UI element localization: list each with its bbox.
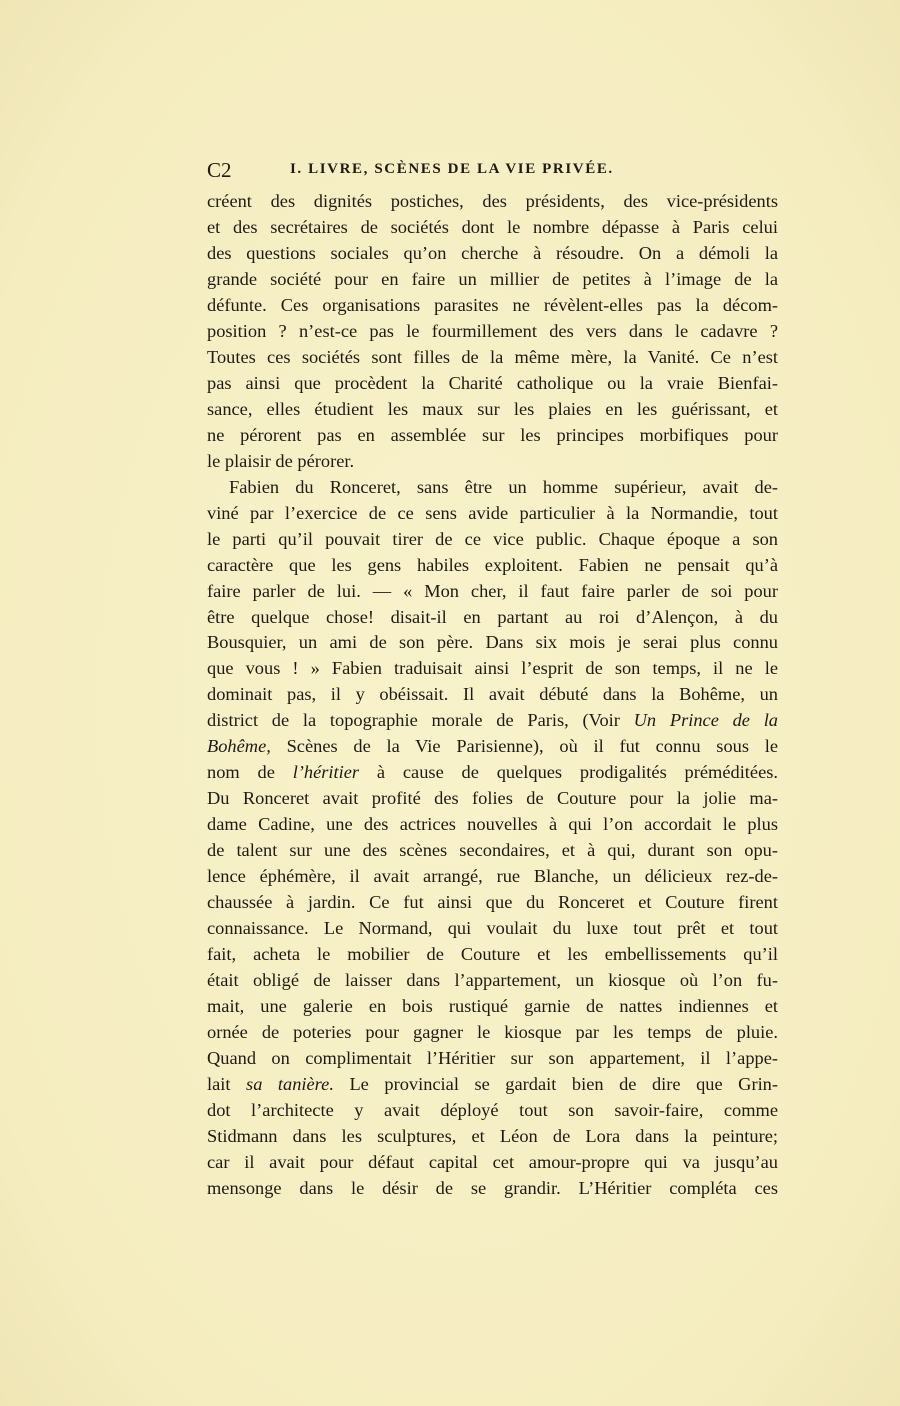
text-line: [207, 1150, 778, 1176]
text-segment: Quand on complimentait l’Héritier sur son appartement, il l’appe-: [207, 1047, 778, 1068]
text-segment: être quelque chose! disait-il en partant au roi d’Alençon, à du: [207, 606, 778, 627]
text-line: [207, 293, 778, 319]
text-line: [207, 579, 778, 605]
text-line: [207, 501, 778, 527]
text-segment: pas ainsi que procèdent la Charité catholique ou la vraie Bienfai-: [207, 372, 778, 393]
text-line: [207, 371, 778, 397]
text-segment: Du Ronceret avait profité des folies de Couture pour la jolie ma-: [207, 788, 778, 809]
text-line: [207, 760, 778, 786]
text-segment: dominait pas, il y obéissait. Il avait débuté dans la Bohême, un: [207, 684, 778, 705]
text-line: [207, 864, 778, 890]
text-segment: Fabien du Ronceret, sans être un homme supérieur, avait de-: [229, 476, 778, 497]
italic-text: l’héritier: [292, 762, 360, 783]
text-segment: mait, une galerie en bois rustiqué garnie de nattes indiennes et: [207, 996, 778, 1017]
text-line: [207, 267, 778, 293]
text-line: [207, 475, 778, 501]
text-segment: des questions sociales qu’on cherche à résoudre. On a démoli la: [207, 242, 778, 263]
text-line: [207, 1098, 778, 1124]
text-line: [207, 786, 778, 812]
page-number: C2: [207, 158, 232, 182]
text-segment: dame Cadine, une des actrices nouvelles à qui l’on accordait le plus: [207, 814, 778, 835]
text-line: [207, 215, 778, 241]
text-line: [207, 1176, 778, 1202]
text-segment: le parti qu’il pouvait tirer de ce vice public. Chaque époque a son: [207, 528, 778, 549]
text-segment: que vous ! » Fabien traduisait ainsi l’esprit de son temps, il ne le: [207, 658, 778, 679]
text-segment: et des secrétaires de sociétés dont le nombre dépasse à Paris celui: [207, 216, 778, 237]
text-segment: dot l’architecte y avait déployé tout son savoir-faire, comme: [207, 1099, 778, 1120]
text-segment: Toutes ces sociétés sont filles de la même mère, la Vanité. Ce n’est: [207, 346, 778, 367]
text-line: [207, 994, 778, 1020]
text-segment: lait: [207, 1073, 247, 1094]
text-line: [207, 656, 778, 682]
page-header: [207, 158, 778, 184]
text-line: [207, 838, 778, 864]
text-line: [207, 942, 778, 968]
text-segment: chaussée à jardin. Ce fut ainsi que du Ronceret et Couture firent: [207, 892, 778, 913]
text-segment: ornée de poteries pour gagner le kiosque par les temps de pluie.: [207, 1022, 778, 1042]
text-segment: viné par l’exercice de ce sens avide particulier à la Normandie, tout: [207, 502, 778, 523]
italic-text: Un Prince de la: [633, 710, 779, 731]
text-line: [207, 630, 778, 656]
text-segment: ne pérorent pas en assemblée sur les principes morbifiques pour: [207, 424, 778, 445]
text-line: [207, 241, 778, 267]
text-line: [207, 553, 778, 579]
text-segment: car il avait pour défaut capital cet amour-propre qui va jusqu’au: [207, 1151, 778, 1172]
text-line: [207, 189, 778, 215]
text-segment: grande société pour en faire un millier de petites à l’image de la: [207, 268, 778, 289]
text-line: [207, 708, 778, 734]
text-line: [207, 397, 778, 423]
text-line: [207, 890, 778, 916]
text-segment: à cause de quelques prodigalités préméditées.: [359, 762, 778, 783]
text-line: [207, 682, 778, 708]
text-line: [207, 319, 778, 345]
text-segment: faire parler de lui. — « Mon cher, il faut faire parler de soi pour: [207, 580, 778, 601]
text-segment: mensonge dans le désir de se grandir. L’Héritier compléta ces: [207, 1177, 778, 1198]
body-text: [207, 189, 778, 1202]
text-segment: nom de: [207, 762, 293, 783]
text-segment: était obligé de laisser dans l’appartement, un kiosque où l’on fu-: [207, 970, 778, 991]
text-segment: Stidmann dans les sculptures, et Léon de Lora dans la peinture;: [207, 1125, 778, 1146]
text-line: [207, 345, 778, 371]
text-segment: défunte. Ces organisations parasites ne révèlent-elles pas la décom-: [207, 294, 778, 315]
text-line: [207, 449, 778, 475]
text-line: [207, 1020, 778, 1046]
text-line: [207, 812, 778, 838]
text-line: [207, 1072, 778, 1098]
running-title: I. LIVRE, SCÈNES DE LA VIE PRIVÉE.: [290, 161, 614, 177]
text-segment: créent des dignités postiches, des présidents, des vice-présidents: [207, 191, 778, 211]
text-segment: de talent sur une des scènes secondaires, et à qui, durant son opu-: [207, 840, 778, 861]
text-segment: Bousquier, un ami de son père. Dans six mois je serai plus connu: [207, 632, 778, 653]
text-segment: caractère que les gens habiles exploitent. Fabien ne pensait qu’à: [207, 554, 778, 575]
text-segment: fait, acheta le mobilier de Couture et les embellissements qu’il: [207, 944, 778, 965]
italic-text: Bohême,: [207, 736, 271, 757]
text-line: [207, 605, 778, 631]
text-segment: connaissance. Le Normand, qui voulait du luxe tout prêt et tout: [207, 918, 778, 939]
text-segment: le plaisir de pérorer.: [207, 450, 355, 471]
text-segment: Scènes de la Vie Parisienne), où il fut connu sous le: [270, 736, 778, 757]
text-line: [207, 423, 778, 449]
text-line: [207, 916, 778, 942]
text-line: [207, 1046, 778, 1072]
text-segment: district de la topographie morale de Paris, (Voir: [207, 710, 634, 731]
text-line: [207, 1124, 778, 1150]
italic-text: sa tanière.: [246, 1073, 334, 1094]
text-segment: Le provincial se gardait bien de dire que Grin-: [333, 1073, 778, 1094]
text-line: [207, 968, 778, 994]
text-segment: lence éphémère, il avait arrangé, rue Blanche, un délicieux rez-de-: [207, 866, 778, 887]
text-segment: position ? n’est-ce pas le fourmillement des vers dans le cadavre ?: [207, 320, 778, 341]
text-line: [207, 527, 778, 553]
text-line: [207, 734, 778, 760]
text-segment: sance, elles étudient les maux sur les plaies en les guérissant, et: [207, 398, 778, 419]
